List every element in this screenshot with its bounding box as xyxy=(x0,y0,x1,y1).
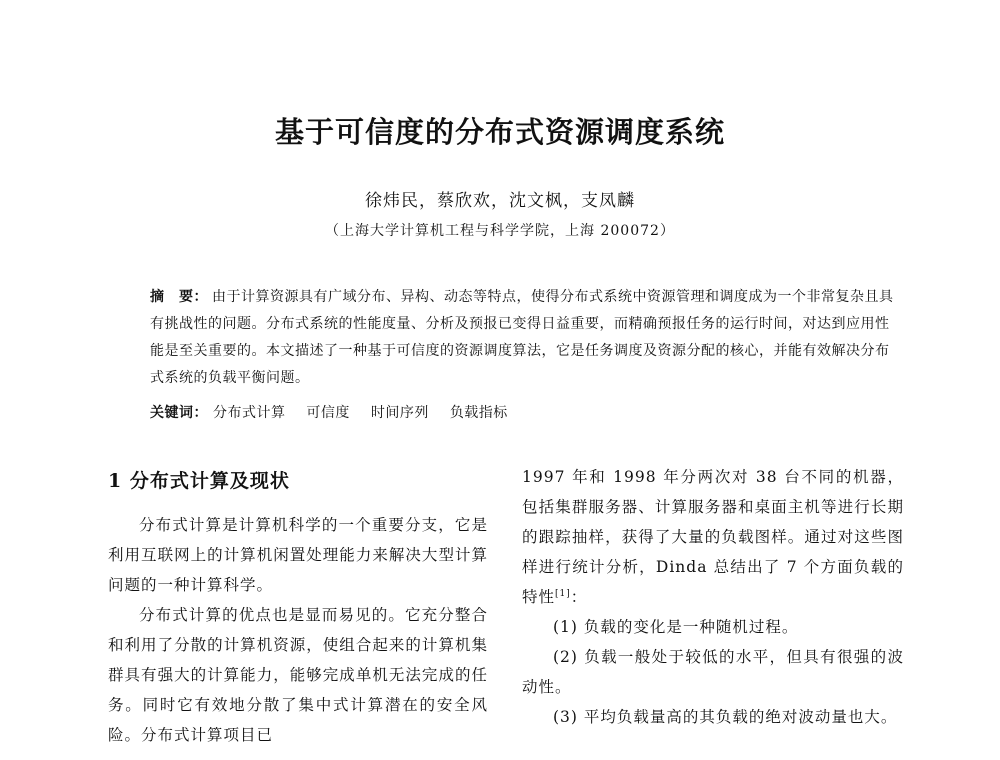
paragraph-text: ： xyxy=(570,588,588,606)
keyword-item: 分布式计算 xyxy=(212,405,286,421)
right-column xyxy=(522,462,904,732)
keyword-item: 时间序列 xyxy=(370,405,429,421)
keyword-item: 负载指标 xyxy=(449,405,508,421)
paragraph-text: 1997 年和 1998 年分两次对 38 台不同的机器，包括集群服务器、计算服务器和桌面主机等进行长期的跟踪抽样，获得了大量的负载图样。通过对这些图样进行统计分析，Dinda 总结出了 7 个方面负载的特性 xyxy=(522,468,904,606)
author-list: 徐炜民，蔡欣欢，沈文枫，支凤麟 xyxy=(365,191,635,211)
list-item: (1) 负载的变化是一种随机过程。 xyxy=(553,618,799,636)
keyword-item: 可信度 xyxy=(306,405,350,421)
keywords-label: 关键词： xyxy=(150,405,208,421)
abstract-text: 由于计算资源具有广域分布、异构、动态等特点，使得分布式系统中资源管理和调度成为一个非常复杂且具有挑战性的问题。分布式系统的性能度量、分析及预报已变得日益重要，而精确预报任务的运行时间，对达到应用性能是至关重要的。本文描述了一种基于可信度的资源调度算法，它是任务调度及资源分配的核心，并能有效解决分布式系统的负载平衡问题。 xyxy=(150,289,894,386)
section-heading: 1 分布式计算及现状 xyxy=(108,470,290,492)
left-column xyxy=(108,466,488,750)
abstract-label: 摘 要： xyxy=(150,289,208,305)
keywords-block xyxy=(150,400,895,427)
body-paragraph: 分布式计算是计算机科学的一个重要分支，它是利用互联网上的计算机闲置处理能力来解决大型计算问题的一种计算科学。 xyxy=(108,516,488,594)
body-paragraph: 分布式计算的优点也是显而易见的。它充分整合和利用了分散的计算机资源，使组合起来的计算机集群具有强大的计算能力，能够完成单机无法完成的任务。同时它有效地分散了集中式计算潜在的安全风险。分布式计算项目已 xyxy=(108,606,488,744)
body-paragraph xyxy=(522,462,904,612)
citation-reference[interactable]: [1] xyxy=(555,588,571,599)
abstract-block xyxy=(150,284,895,392)
affiliation: （上海大学计算机工程与科学学院，上海 200072） xyxy=(325,223,675,239)
paper-title: 基于可信度的分布式资源调度系统 xyxy=(274,115,725,149)
list-item: (2) 负载一般处于较低的水平，但具有很强的波动性。 xyxy=(522,648,904,696)
list-item: (3) 平均负载量高的其负载的绝对波动量也大。 xyxy=(553,708,898,726)
